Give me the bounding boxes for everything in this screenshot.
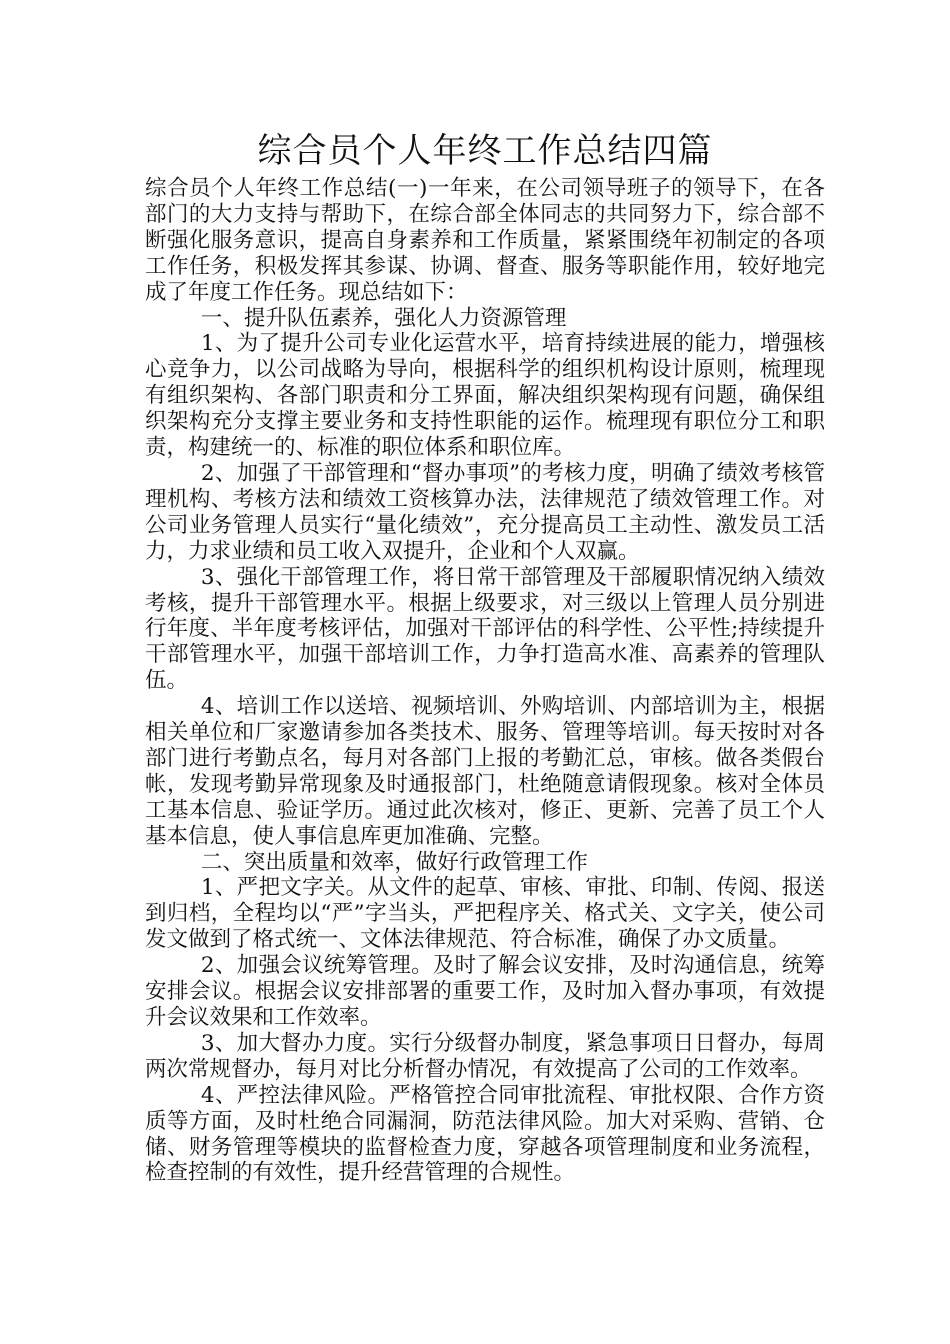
- paragraph-1-1: 1、为了提升公司专业化运营水平，培育持续进展的能力，增强核心竞争力，以公司战略为导向，根据科学的组织机构设计原则，梳理现有组织架构、各部门职责和分工界面，解决组织架构现有问题，确保组织架构充分支撑主要业务和支持性职能的运作。梳理现有职位分工和职责，构建统一的、标准的职位体系和职位库。: [145, 331, 825, 461]
- paragraph-1-4: 4、培训工作以送培、视频培训、外购培训、内部培训为主，根据相关单位和厂家邀请参加各类技术、服务、管理等培训。每天按时对各部门进行考勤点名，每月对各部门上报的考勤汇总，审核。做各类假台帐，发现考勤异常现象及时通报部门，杜绝随意请假现象。核对全体员工基本信息、验证学历。通过此次核对，修正、更新、完善了员工个人基本信息，使人事信息库更加准确、完整。: [145, 694, 825, 849]
- document-title: 综合员个人年终工作总结四篇: [257, 131, 713, 171]
- paragraph-2-2: 2、加强会议统筹管理。及时了解会议安排，及时沟通信息，统筹安排会议。根据会议安排部署的重要工作，及时加入督办事项，有效提升会议效果和工作效率。: [145, 953, 825, 1030]
- document-body: [145, 176, 825, 1186]
- paragraph-2-4: 4、严控法律风险。严格管控合同审批流程、审批权限、合作方资质等方面，及时杜绝合同漏洞，防范法律风险。加大对采购、营销、仓储、财务管理等模块的监督检查力度，穿越各项管理制度和业务流程，检查控制的有效性，提升经营管理的合规性。: [145, 1082, 825, 1186]
- paragraph-1-2: 2、加强了干部管理和“督办事项”的考核力度，明确了绩效考核管理机构、考核方法和绩效工资核算办法，法律规范了绩效管理工作。对公司业务管理人员实行“量化绩效”，充分提高员工主动性、激发员工活力，力求业绩和员工收入双提升，企业和个人双赢。: [145, 460, 825, 564]
- paragraph-2-1: 1、严把文字关。从文件的起草、审核、审批、印制、传阅、报送到归档，全程均以“严”字当头，严把程序关、格式关、文字关，使公司发文做到了格式统一、文体法律规范、符合标准，确保了办文质量。: [145, 875, 825, 953]
- document-page: [145, 128, 825, 1186]
- intro-paragraph: 综合员个人年终工作总结(一)一年来，在公司领导班子的领导下，在各部门的大力支持与帮助下，在综合部全体同志的共同努力下，综合部不断强化服务意识，提高自身素养和工作质量，紧紧围绕年初制定的各项工作任务，积极发挥其参谋、协调、督查、服务等职能作用，较好地完成了年度工作任务。现总结如下：: [145, 176, 825, 305]
- paragraph-1-3: 3、强化干部管理工作，将日常干部管理及干部履职情况纳入绩效考核，提升干部管理水平。根据上级要求，对三级以上管理人员分别进行年度、半年度考核评估，加强对干部评估的科学性、公平性;持续提升干部管理水平，加强干部培训工作，力争打造高水准、高素养的管理队伍。: [145, 564, 825, 694]
- section-heading-1: 一、提升队伍素养，强化人力资源管理: [200, 305, 567, 331]
- section-heading-2: 二、突出质量和效率，做好行政管理工作: [200, 849, 588, 875]
- paragraph-2-3: 3、加大督办力度。实行分级督办制度，紧急事项日日督办，每周两次常规督办，每月对比分析督办情况，有效提高了公司的工作效率。: [145, 1030, 825, 1082]
